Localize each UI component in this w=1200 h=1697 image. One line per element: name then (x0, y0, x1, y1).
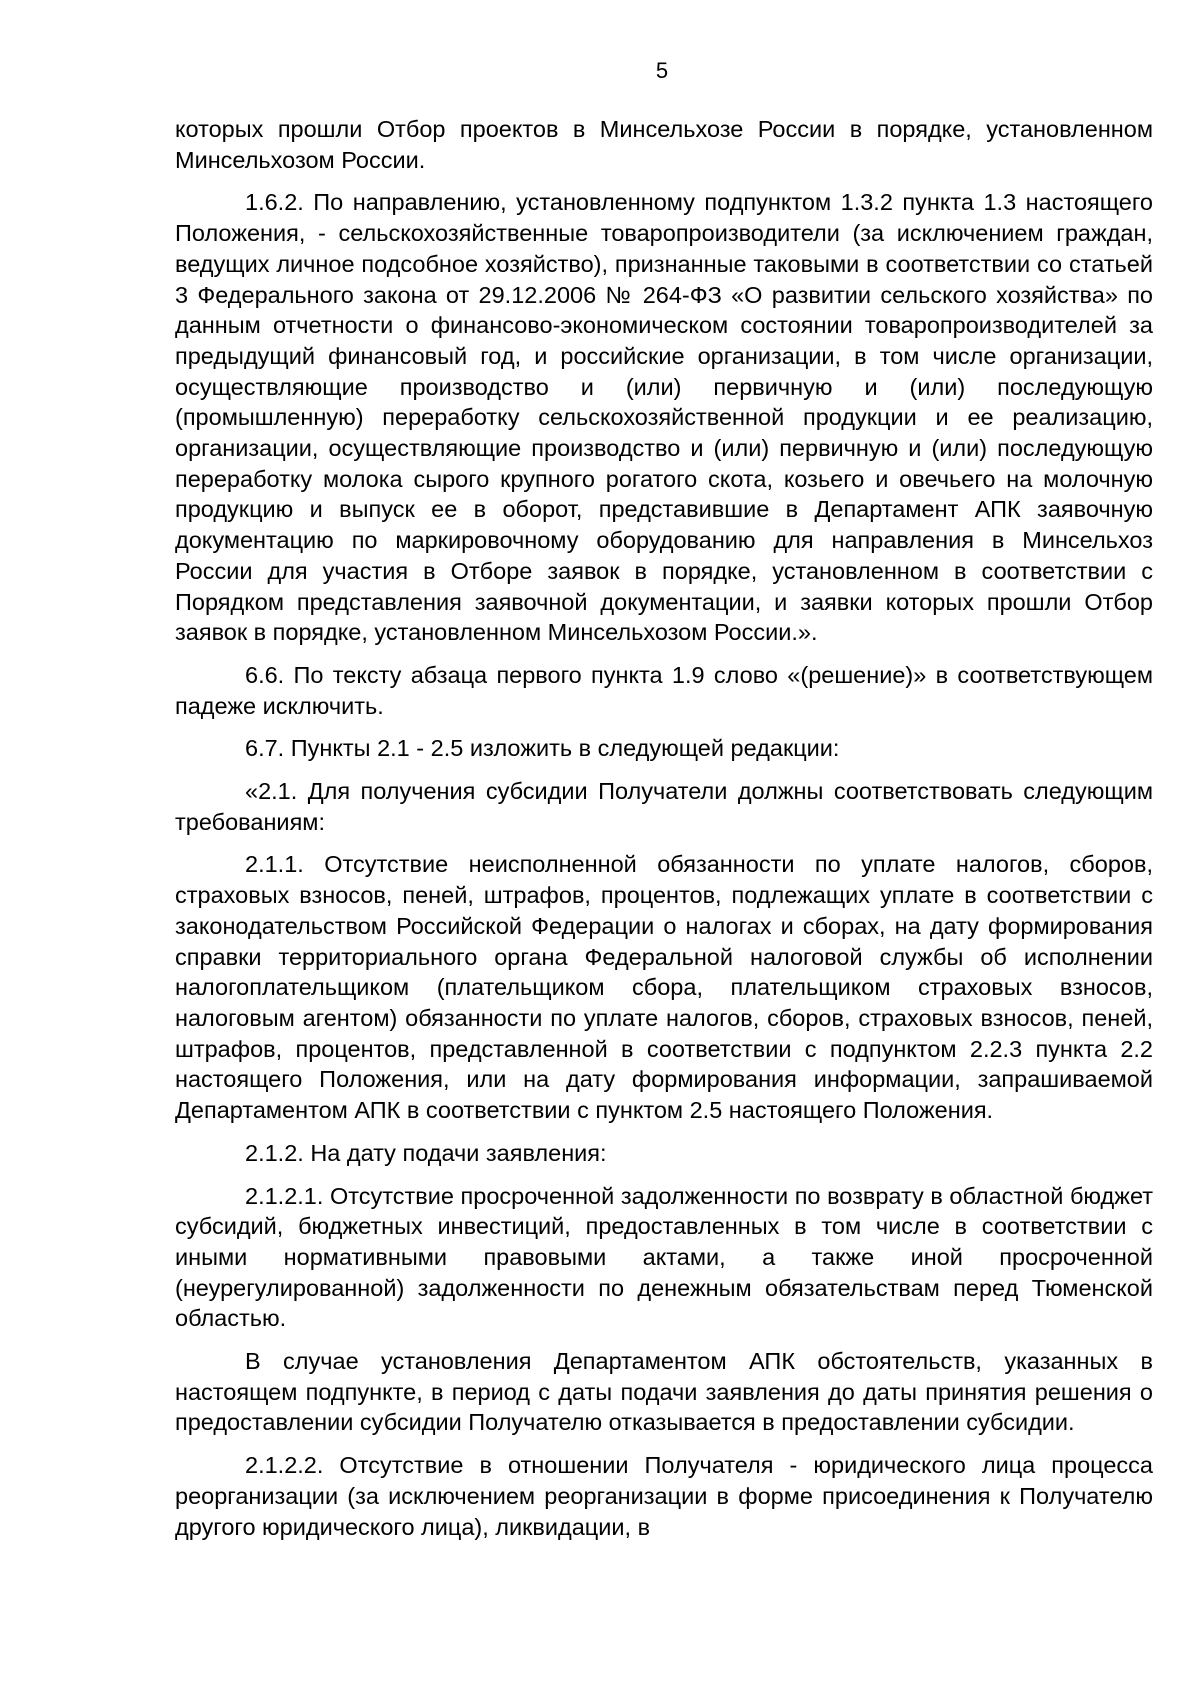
paragraph-refusal-case: В случае установления Департаментом АПК обстоятельств, указанных в настоящем подпункте, в период с даты подачи заявления до даты принятия решения о предоставлении субсидии Получателю отказывается в предоставлении субсидии. (175, 1348, 1153, 1436)
paragraph-2-1: «2.1. Для получения субсидии Получатели должны соответствовать следующим требованиям: (175, 778, 1153, 835)
paragraph-2-1-2-1: 2.1.2.1. Отсутствие просроченной задолженности по возврату в областной бюджет субсидий, бюджетных инвестиций, предоставленных в том числе в соответствии с иными нормативными правовыми актами, а также иной просроченной (неурегулированной) задолженности по денежным обязательствам перед Тюменской областью. (175, 1182, 1153, 1332)
paragraph-2-1-1: 2.1.1. Отсутствие неисполненной обязанности по уплате налогов, сборов, страховых взносов, пеней, штрафов, процентов, подлежащих уплате в соответствии с законодательством Российской Федерации о налогах и сборах, на дату формирования справки территориального органа Федеральной налоговой службы об исполнении налогоплательщиком (плательщиком сбора, плательщиком страховых взносов, налоговым агентом) обязанности по уплате налогов, сборов, страховых взносов, пеней, штрафов, процентов, представленной в соответствии с подпунктом 2.2.3 пункта 2.2 настоящего Положения, или на дату формирования информации, запрашиваемой Департаментом АПК в соответствии с пунктом 2.5 настоящего Положения. (175, 851, 1153, 1124)
paragraph-continuation: которых прошли Отбор проектов в Минсельхозе России в порядке, установленном Минсельхозом России. (175, 116, 1153, 173)
paragraph-6-7: 6.7. Пункты 2.1 - 2.5 изложить в следующей редакции: (245, 735, 840, 762)
paragraph-6-6: 6.6. По тексту абзаца первого пункта 1.9 слово «(решение)» в соответствующем падеже исключить. (175, 661, 1153, 719)
paragraph-2-1-2-2: 2.1.2.2. Отсутствие в отношении Получателя - юридического лица процесса реорганизации (за исключением реорганизации в форме присоединения к Получателю другого юридического лица), ликвидации, в (175, 1452, 1153, 1540)
page-number: 5 (655, 58, 669, 83)
paragraph-1-6-2: 1.6.2. По направлению, установленному подпунктом 1.3.2 пункта 1.3 настоящего Положения, - сельскохозяйственные товаропроизводители (за исключением граждан, ведущих личное подсобное хозяйство), признанные таковыми в соответствии со статьей 3 Федерального закона от 29.12.2006 № 264-ФЗ «О развитии сельского хозяйства» по данным отчетности о финансово-экономическом состоянии товаропроизводителей за предыдущий финансовый год, и российские организации, в том числе организации, осуществляющие производство и (или) первичную и (или) последующую (промышленную) переработку сельскохозяйственной продукции и ее реализацию, организации, осуществляющие производство и (или) первичную и (или) последующую переработку молока сырого крупного рогатого скота, козьего и овечьего на молочную продукцию и выпуск ее в оборот, представившие в Департамент АПК заявочную документацию по маркировочному оборудованию для направления в Минсельхоз России для участия в Отборе заявок в порядке, установленном в соответствии с Порядком представления заявочной документации, и заявки которых прошли Отбор заявок в порядке, установленном Минсельхозом России.». (175, 189, 1153, 646)
paragraph-2-1-2: 2.1.2. На дату подачи заявления: (245, 1139, 607, 1166)
document-body (175, 114, 1153, 1554)
